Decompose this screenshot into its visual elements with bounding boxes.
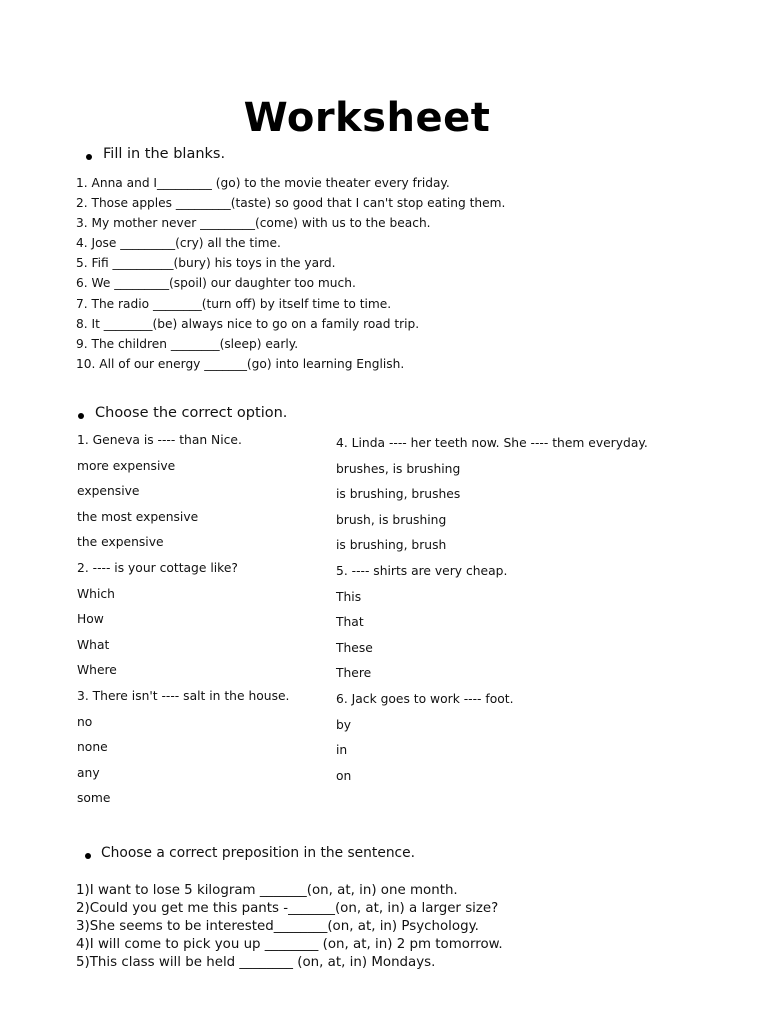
option-item: none	[77, 740, 108, 755]
question-text: 1. Geneva is ---- than Nice.	[77, 433, 242, 447]
question-text: 3. There isn't ---- salt in the house.	[77, 688, 290, 703]
option-item: Which	[77, 586, 115, 601]
list-item: 4)I will come to pick you up ________ (on, at, in) 2 pm tomorrow.	[76, 937, 503, 953]
list-item: 1)I want to lose 5 kilogram _______(on, at, in) one month.	[76, 883, 458, 898]
list-item: 10. All of our energy _______(go) into learning English.	[76, 356, 405, 371]
option-item: is brushing, brushes	[336, 487, 461, 502]
option-item: There	[336, 666, 372, 681]
option-item: some	[77, 791, 111, 806]
list-item: 7. The radio ________(turn off) by itself time to time.	[76, 296, 392, 311]
section-heading-label: Choose a correct preposition in the sentence.	[101, 845, 416, 861]
option-item: brushes, is brushing	[336, 461, 461, 476]
option-item: no	[77, 714, 93, 729]
option-item: Where	[77, 663, 117, 678]
list-item: 6. We _________(spoil) our daughter too much.	[76, 276, 356, 291]
list-item: 2. Those apples _________(taste) so good that I can't stop eating them.	[76, 196, 506, 211]
bullet-icon	[85, 853, 91, 859]
option-item: in	[336, 743, 348, 758]
section-heading-choose-option	[95, 405, 287, 421]
option-item: any	[77, 765, 100, 780]
option-item: more expensive	[77, 458, 176, 473]
question-text: 5. ---- shirts are very cheap.	[336, 563, 508, 578]
question-text: 2. ---- is your cottage like?	[77, 560, 238, 575]
list-item: 4. Jose _________(cry) all the time.	[76, 236, 281, 251]
bullet-icon	[78, 413, 84, 419]
option-item: How	[77, 612, 104, 627]
question-text: 4. Linda ---- her teeth now. She ---- them everyday.	[336, 436, 648, 450]
list-item: 3. My mother never _________(come) with us to the beach.	[76, 216, 431, 231]
section-heading-label: Fill in the blanks.	[103, 146, 226, 162]
question-text: 6. Jack goes to work ---- foot.	[336, 691, 514, 706]
section-heading-prepositions	[101, 845, 415, 861]
option-item: is brushing, brush	[336, 538, 447, 553]
list-item: 3)She seems to be interested________(on, at, in) Psychology.	[76, 919, 479, 935]
list-item: 5. Fifi __________(bury) his toys in the yard.	[76, 256, 336, 271]
option-item: That	[336, 615, 364, 630]
option-item: by	[336, 717, 352, 732]
option-item: These	[336, 640, 373, 655]
option-item: brush, is brushing	[336, 512, 447, 527]
preposition-list	[76, 882, 503, 972]
page-title: Worksheet	[243, 94, 491, 141]
list-item: 8. It ________(be) always nice to go on a family road trip.	[76, 316, 420, 331]
option-item: the most expensive	[77, 509, 199, 524]
fill-blanks-list	[76, 173, 505, 374]
options-left-column	[77, 428, 289, 812]
list-item: 1. Anna and I_________ (go) to the movie theater every friday.	[76, 176, 450, 190]
option-item: expensive	[77, 484, 140, 499]
list-item: 5)This class will be held ________ (on, at, in) Mondays.	[76, 955, 436, 971]
section-heading-label: Choose the correct option.	[95, 405, 288, 421]
options-right-column	[336, 431, 648, 789]
option-item: on	[336, 768, 352, 783]
bullet-icon	[86, 154, 92, 160]
list-item: 9. The children ________(sleep) early.	[76, 336, 299, 351]
option-item: the expensive	[77, 535, 164, 550]
section-heading-fill-blanks	[103, 146, 225, 162]
option-item: What	[77, 637, 110, 652]
option-item: This	[336, 589, 362, 604]
list-item: 2)Could you get me this pants -_______(on, at, in) a larger size?	[76, 901, 499, 917]
